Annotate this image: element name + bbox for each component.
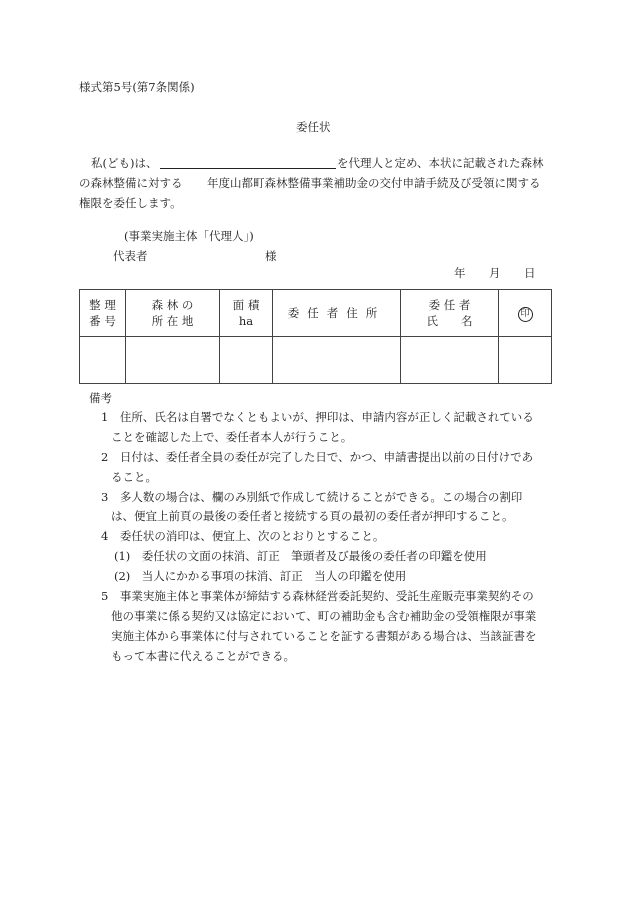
header-number <box>80 290 126 337</box>
addressee-entity: (事業実施主体「代理人」) <box>124 229 254 243</box>
body-line2-suffix: 年度山都町森林整備事業補助金の交付申請手続及び受領に関する <box>207 176 541 190</box>
honorific: 様 <box>265 249 277 263</box>
cell-name[interactable] <box>401 337 499 384</box>
date-year: 年 <box>454 266 466 280</box>
header-text: 面 積 <box>232 298 260 312</box>
table-row <box>80 337 552 384</box>
header-address <box>273 290 401 337</box>
header-name <box>401 290 499 337</box>
table-header-row <box>80 290 552 337</box>
note-line: 4 委任状の消印は、便宜上、次のとおりとすること。 <box>101 529 385 543</box>
delegator-table <box>79 289 552 384</box>
body-line3: 権限を委任します。 <box>79 196 182 210</box>
note-line: ること。 <box>111 470 157 484</box>
header-text: 森 林 の <box>151 298 194 312</box>
body-line2-prefix: の森林整備に対する <box>79 176 183 190</box>
representative-label: 代表者 <box>113 249 148 263</box>
note-line: (2) 当人にかかる事項の抹消、訂正 当人の印鑑を使用 <box>114 569 407 583</box>
cell-area[interactable] <box>220 337 273 384</box>
header-forest-location <box>126 290 220 337</box>
header-seal <box>499 290 552 337</box>
note-line: 2 日付は、委任者全員の委任が完了した日で、かつ、申請書提出以前の日付けであ <box>101 450 534 464</box>
note-line: 実施主体から事業体に付与されていることを証する書類がある場合は、当該証書を <box>111 629 537 643</box>
cell-forest-location[interactable] <box>126 337 220 384</box>
header-text: 所 在 地 <box>151 314 194 328</box>
note-line: 3 多人数の場合は、欄のみ別紙で作成して続けることができる。この場合の割印 <box>101 490 523 504</box>
header-text: ha <box>238 314 254 328</box>
date-month: 月 <box>489 266 501 280</box>
cell-number[interactable] <box>80 337 126 384</box>
note-line: ことを確認した上で、委任者本人が行うこと。 <box>111 430 353 444</box>
document-title: 委任状 <box>296 120 331 134</box>
body-line1-prefix: 私(ども)は、 <box>91 156 158 170</box>
note-line: 5 事業実施主体と事業体が締結する森林経営委託契約、受託生産販売事業契約その <box>101 589 534 603</box>
header-text: 委任者住所 <box>287 306 386 320</box>
note-line: もって本書に代えることができる。 <box>111 649 295 663</box>
header-area <box>220 290 273 337</box>
cell-address[interactable] <box>273 337 401 384</box>
agent-name-blank[interactable] <box>160 168 336 169</box>
cell-seal[interactable] <box>499 337 552 384</box>
header-text: 整 理 <box>89 298 116 312</box>
header-text: 氏 名 <box>426 314 473 328</box>
note-line: は、便宜上前頁の最後の委任者と接続する頁の最初の委任者が押印すること。 <box>111 509 514 523</box>
note-line: 1 住所、氏名は自署でなくともよいが、押印は、申請内容が正しく記載されている <box>101 410 534 424</box>
note-line: (1) 委任状の文面の抹消、訂正 筆頭者及び最後の委任者の印鑑を使用 <box>114 549 487 563</box>
note-line: 他の事業に係る契約又は協定において、町の補助金も含む補助金の受領権限が事業 <box>111 609 537 623</box>
date-day: 日 <box>524 266 536 280</box>
header-text: 番 号 <box>89 314 116 328</box>
header-text: 委 任 者 <box>428 298 471 312</box>
body-line1-suffix: を代理人と定め、本状に記載された森林 <box>337 156 544 170</box>
form-number: 様式第5号(第7条関係) <box>79 80 195 94</box>
notes-heading: 備考 <box>89 391 112 405</box>
seal-icon: 印 <box>518 307 533 322</box>
